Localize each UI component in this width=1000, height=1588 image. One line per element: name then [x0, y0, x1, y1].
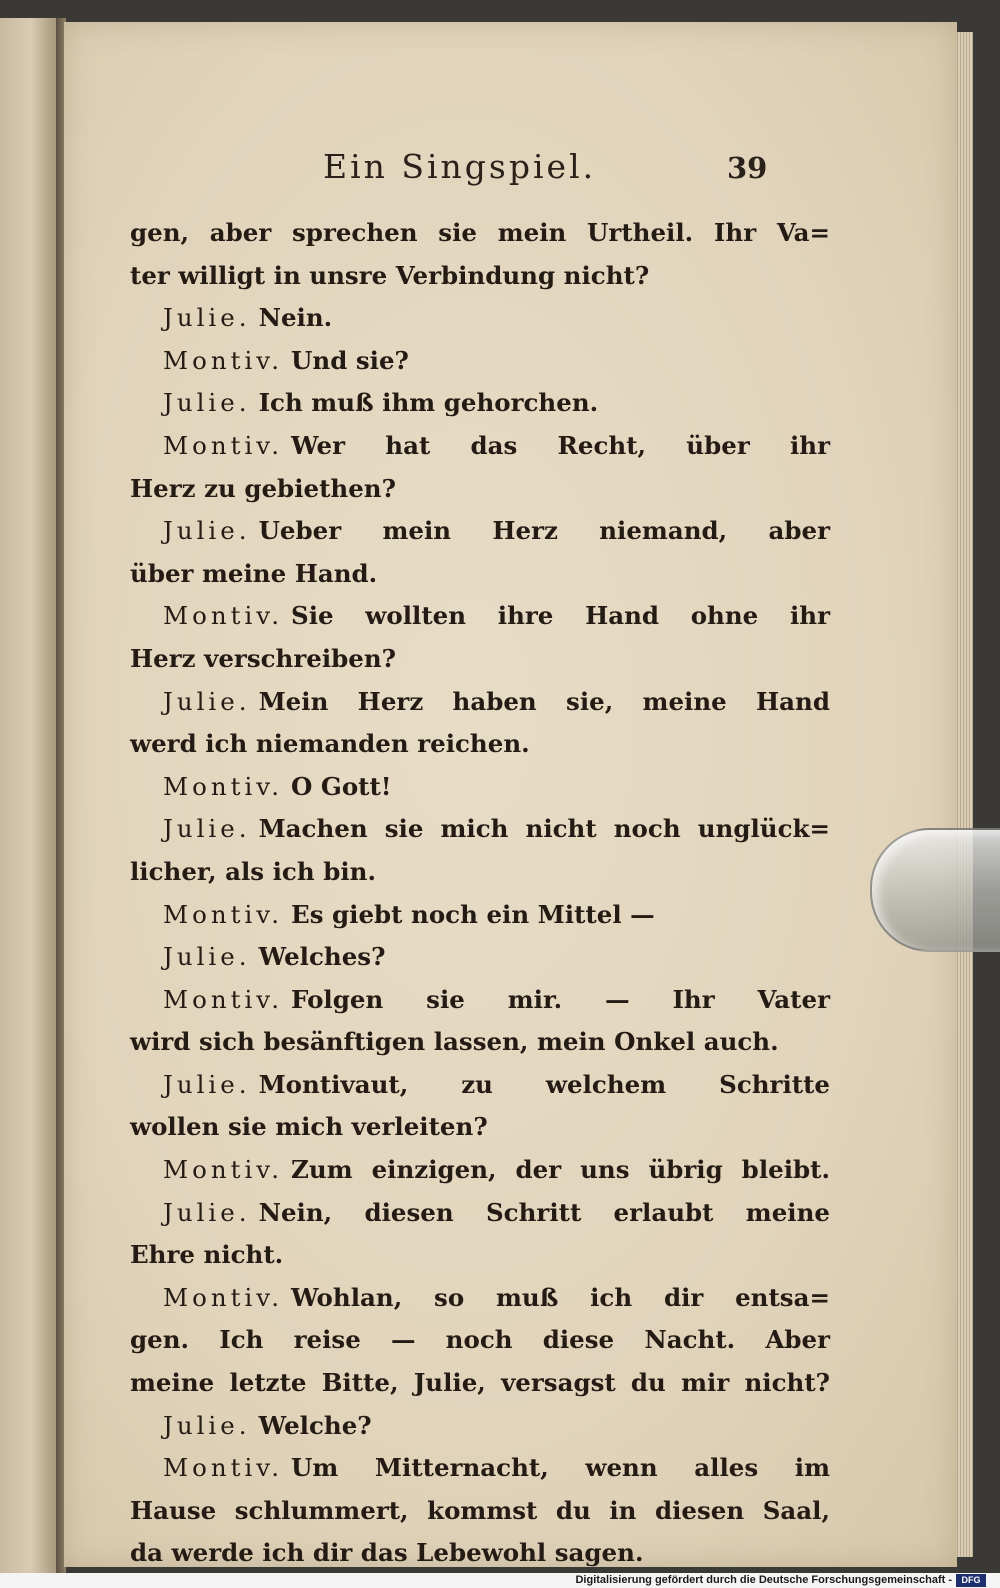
speaker-name: Montiv. [163, 1282, 284, 1312]
line-text: Ueber mein Herz niemand, aber [258, 516, 830, 546]
text-line [130, 936, 830, 979]
line-text: Nein, diesen Schritt erlaubt meine [258, 1197, 830, 1227]
line-text: gen. Ich reise — noch diese Nacht. Aber [130, 1325, 830, 1355]
text-line [130, 766, 830, 809]
text-line [130, 510, 830, 553]
line-text: gen, aber sprechen sie mein Urtheil. Ihr Va= [130, 218, 830, 247]
line-text: Welche? [258, 1410, 372, 1440]
line-text: Und sie? [291, 345, 409, 375]
line-text: meine letzte Bitte, Julie, versagst du mir nicht? [130, 1368, 830, 1398]
line-text: Nein. [258, 303, 333, 333]
previous-page-edge [0, 18, 59, 1573]
line-text: Herz zu gebiethen? [130, 473, 396, 503]
text-line [130, 1106, 830, 1149]
text-line [130, 894, 830, 937]
book-page [64, 22, 957, 1567]
text-line [130, 1319, 830, 1362]
text-line [130, 1021, 830, 1064]
text-line [130, 340, 830, 383]
line-text: Folgen sie mir. — Ihr Vater [291, 984, 830, 1014]
line-text: O Gott! [291, 771, 392, 801]
dialogue-text [130, 212, 830, 1575]
text-line [130, 851, 830, 894]
line-text: wollen sie mich verleiten? [130, 1112, 488, 1142]
digitization-credit: Digitalisierung gefördert durch die Deutsche Forschungsgemeinschaft - [575, 1574, 952, 1586]
text-line [130, 595, 830, 638]
text-line [130, 1192, 830, 1235]
text-line [130, 297, 830, 340]
speaker-name: Julie. [163, 1069, 251, 1099]
line-text: Machen sie mich nicht noch unglück= [258, 814, 830, 844]
speaker-name: Julie. [163, 388, 251, 418]
text-line [130, 1064, 830, 1107]
speaker-name: Montiv. [163, 771, 284, 801]
text-line [130, 1234, 830, 1277]
text-line [130, 382, 830, 425]
line-text: Mein Herz haben sie, meine Hand [258, 686, 830, 716]
speaker-name: Julie. [163, 942, 251, 972]
text-line [130, 255, 830, 298]
speaker-name: Montiv. [163, 430, 284, 460]
text-line [130, 1149, 830, 1192]
speaker-name: Julie. [163, 686, 251, 716]
line-text: Es giebt noch ein Mittel — [291, 899, 655, 929]
text-line [130, 425, 830, 468]
line-text: Ich muß ihm gehorchen. [258, 388, 599, 418]
text-line [130, 1362, 830, 1405]
speaker-name: Julie. [163, 516, 251, 546]
line-text: da werde ich dir das Lebewohl sagen. [130, 1538, 644, 1568]
text-line [130, 1532, 830, 1575]
speaker-name: Julie. [163, 1410, 251, 1440]
text-line [130, 979, 830, 1022]
page-header [64, 147, 957, 197]
line-text: Hause schlummert, kommst du in diesen Saal, [130, 1495, 830, 1525]
line-text: Welches? [258, 942, 386, 972]
text-line [130, 468, 830, 511]
text-line [130, 681, 830, 724]
page-number: 39 [727, 151, 768, 185]
line-text: ter willigt in unsre Verbindung nicht? [130, 260, 650, 290]
line-text: Wohlan, so muß ich dir entsa= [291, 1282, 830, 1312]
text-line [130, 723, 830, 766]
text-line [130, 1405, 830, 1448]
line-text: Ehre nicht. [130, 1240, 284, 1270]
speaker-name: Montiv. [163, 1155, 284, 1185]
text-line [130, 553, 830, 596]
speaker-name: Julie. [163, 1197, 251, 1227]
page-block-edges [955, 32, 973, 1557]
line-text: über meine Hand. [130, 558, 378, 588]
speaker-name: Montiv. [163, 1453, 284, 1483]
speaker-name: Julie. [163, 303, 251, 333]
line-text: Herz verschreiben? [130, 643, 397, 673]
speaker-name: Montiv. [163, 601, 284, 631]
plastic-page-clip [870, 828, 1000, 952]
speaker-name: Montiv. [163, 899, 284, 929]
line-text: Um Mitternacht, wenn alles im [291, 1453, 830, 1483]
text-line [130, 638, 830, 681]
line-text: Sie wollten ihre Hand ohne ihr [291, 601, 830, 631]
line-text: Zum einzigen, der uns übrig bleibt. [291, 1155, 830, 1185]
speaker-name: Julie. [163, 814, 251, 844]
text-line [130, 212, 830, 255]
text-line [130, 1447, 830, 1490]
dfg-logo: DFG [956, 1574, 986, 1587]
line-text: Wer hat das Recht, über ihr [291, 430, 830, 460]
line-text: Montivaut, zu welchem Schritte [258, 1069, 830, 1099]
running-title: Ein Singspiel. [323, 147, 597, 186]
text-line [130, 808, 830, 851]
line-text: wird sich besänftigen lassen, mein Onkel auch. [130, 1027, 779, 1057]
text-line [130, 1277, 830, 1320]
speaker-name: Montiv. [163, 345, 284, 375]
line-text: licher, als ich bin. [130, 856, 376, 886]
line-text: werd ich niemanden reichen. [130, 729, 530, 759]
footer-bar [0, 1573, 1000, 1588]
text-line [130, 1490, 830, 1533]
speaker-name: Montiv. [163, 984, 284, 1014]
